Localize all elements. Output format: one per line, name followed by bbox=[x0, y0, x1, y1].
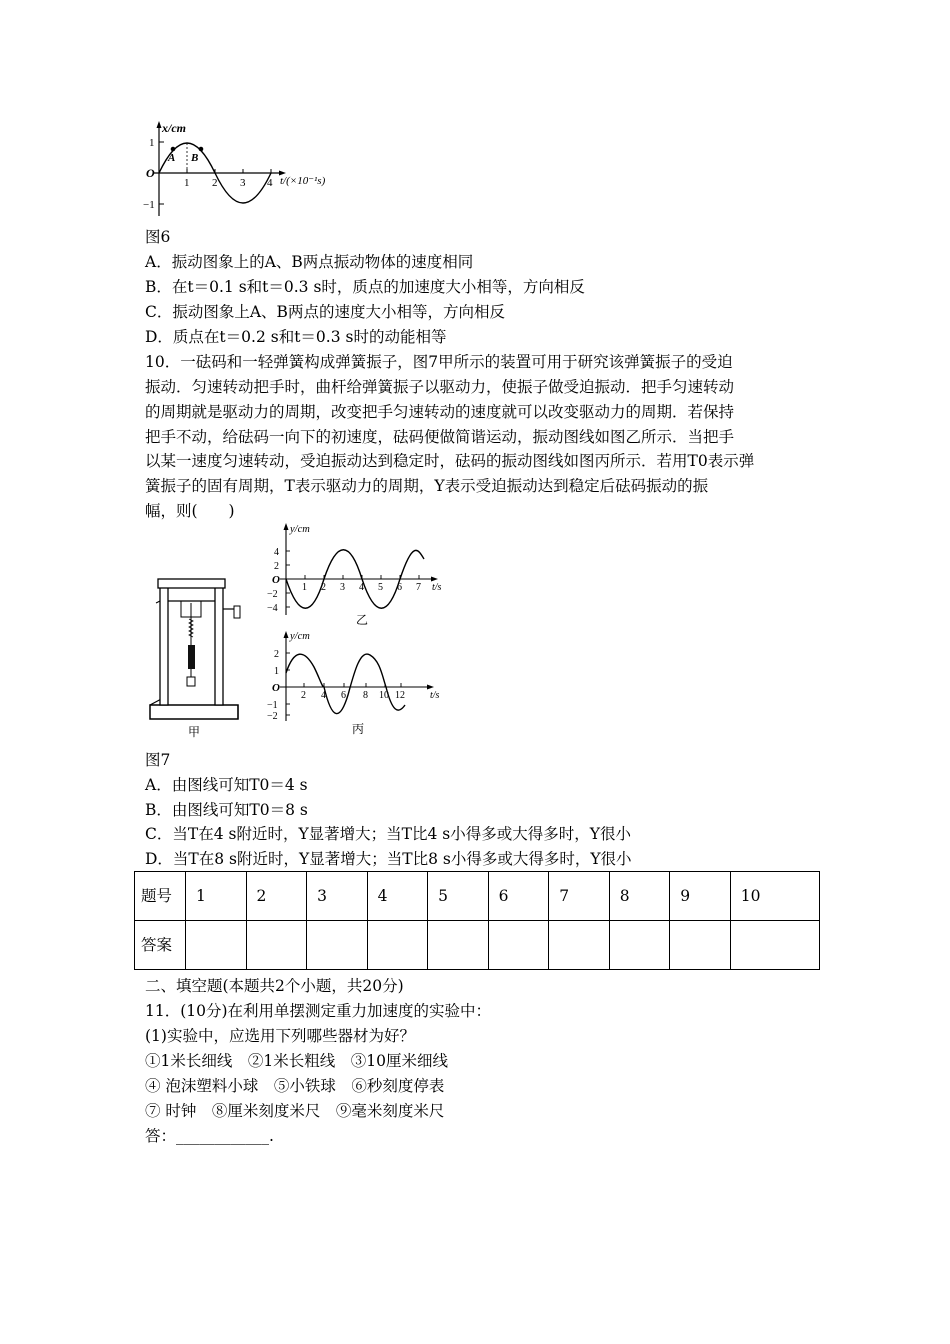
answer-table-number-2: 2 bbox=[246, 872, 307, 921]
fig7-yi-xtick-2: 2 bbox=[321, 582, 326, 593]
fig7-bing-label: 丙 bbox=[352, 722, 365, 736]
answer-table-number-7: 7 bbox=[549, 872, 610, 921]
q11-sub1: (1)实验中，应选用下列哪些器材为好？ bbox=[145, 1027, 415, 1045]
fig7-yi-t-label: t/s bbox=[432, 582, 442, 593]
answer-cell-7[interactable] bbox=[549, 921, 610, 970]
answer-table-number-4: 4 bbox=[367, 872, 428, 921]
q9-option-b: B．在t＝0.1 s和t＝0.3 s时，质点的加速度大小相等，方向相反 bbox=[145, 278, 585, 296]
q11-materials-line-1: ①1米长细线 ②1米长粗线 ③10厘米细线 bbox=[145, 1052, 448, 1070]
fig7-yi-xtick-6: 6 bbox=[397, 582, 402, 593]
answer-table-number-8: 8 bbox=[609, 872, 670, 921]
q11-stem: 11．(10分)在利用单摆测定重力加速度的实验中： bbox=[145, 1002, 492, 1020]
answer-table-number-9: 9 bbox=[670, 872, 731, 921]
fig6-point-b-label: B bbox=[191, 152, 199, 164]
fig6-xtick-4: 4 bbox=[267, 177, 273, 189]
fig6-xtick-2: 2 bbox=[212, 177, 218, 189]
fig7-yi-ytick-neg4: −4 bbox=[267, 603, 278, 614]
answer-table bbox=[134, 871, 820, 970]
answer-cell-4[interactable] bbox=[367, 921, 428, 970]
fig7-apparatus bbox=[145, 575, 250, 740]
answer-cell-9[interactable] bbox=[670, 921, 731, 970]
fig7-bing-xtick-4: 4 bbox=[321, 690, 326, 701]
q10-stem-line-1: 10．一砝码和一轻弹簧构成弹簧振子，图7甲所示的装置可用于研究该弹簧振子的受迫 bbox=[145, 353, 733, 371]
fig7-bing-xtick-2: 2 bbox=[301, 690, 306, 701]
fig7-bing-xtick-12: 12 bbox=[395, 690, 405, 701]
fig6-origin: O bbox=[146, 166, 155, 180]
q10-stem-line-3: 的周期就是驱动力的周期，改变把手匀速转动的速度就可以改变驱动力的周期．若保持 bbox=[145, 403, 735, 421]
fig7-yi-xtick-4: 4 bbox=[359, 582, 364, 593]
fig6-xtick-1: 1 bbox=[184, 177, 190, 189]
fig6-point-a-dot bbox=[171, 147, 176, 152]
q10-stem-line-2: 振动．匀速转动把手时，曲杆给弹簧振子以驱动力，使振子做受迫振动．把手匀速转动 bbox=[145, 378, 735, 396]
answer-table-header-row bbox=[135, 872, 820, 921]
fig7-apparatus-label: 甲 bbox=[188, 725, 201, 739]
answer-table-number-6: 6 bbox=[488, 872, 549, 921]
answer-table-number-3: 3 bbox=[307, 872, 368, 921]
fig6-t-axis-label: t/(×10⁻¹s) bbox=[280, 175, 326, 187]
fig7-yi-y-label: y/cm bbox=[290, 524, 310, 535]
fig7-yi-ytick-4: 4 bbox=[274, 547, 279, 558]
answer-cell-1[interactable] bbox=[186, 921, 247, 970]
q10-stem-line-7: 幅，则( ) bbox=[145, 502, 235, 520]
answer-cell-3[interactable] bbox=[307, 921, 368, 970]
q10-option-b: B．由图线可知T0＝8 s bbox=[145, 801, 308, 819]
q11-materials-line-3: ⑦ 时钟 ⑧厘米刻度米尺 ⑨毫米刻度米尺 bbox=[145, 1102, 445, 1120]
fig7-caption: 图7 bbox=[145, 751, 171, 769]
q10-stem-line-5: 以某一速度匀速转动，受迫振动达到稳定时，砝码的振动图线如图丙所示．若用T0表示弹 bbox=[145, 452, 755, 470]
q10-stem-line-6: 簧振子的固有周期，T表示驱动力的周期，Y表示受迫振动达到稳定后砝码振动的振 bbox=[145, 477, 709, 495]
fig7-bing-xtick-6: 6 bbox=[341, 690, 346, 701]
fig7-bing-ytick-1: 1 bbox=[274, 666, 279, 677]
answer-table-answer-row bbox=[135, 921, 820, 970]
fig7-bing-ytick-neg1: −1 bbox=[267, 700, 278, 711]
fig7-yi-label: 乙 bbox=[356, 613, 369, 627]
section2-heading: 二、填空题(本题共2个小题，共20分) bbox=[145, 977, 404, 995]
answer-cell-8[interactable] bbox=[609, 921, 670, 970]
q10-stem-line-4: 把手不动，给砝码一向下的初速度，砝码便做简谐运动，振动图线如图乙所示．当把手 bbox=[145, 428, 735, 446]
answer-cell-10[interactable] bbox=[730, 921, 819, 970]
fig7-bing-ytick-2: 2 bbox=[274, 649, 279, 660]
fig7-bing-t-label: t/s bbox=[430, 690, 440, 701]
answer-table-answer-label: 答案 bbox=[135, 921, 186, 970]
fig7-yi-xtick-7: 7 bbox=[416, 582, 421, 593]
fig6-xtick-3: 3 bbox=[240, 177, 246, 189]
fig6-caption: 图6 bbox=[145, 228, 171, 246]
fig6-graph bbox=[140, 118, 340, 220]
fig7-bing-xtick-10: 10 bbox=[379, 690, 389, 701]
fig7-bing-graph bbox=[262, 625, 452, 740]
fig7-yi-ytick-2: 2 bbox=[274, 561, 279, 572]
fig7-bing-xtick-8: 8 bbox=[363, 690, 368, 701]
fig7-yi-xtick-1: 1 bbox=[302, 582, 307, 593]
fig7-yi-origin: O bbox=[272, 574, 280, 586]
answer-cell-6[interactable] bbox=[488, 921, 549, 970]
q10-option-d: D．当T在8 s附近时，Y显著增大；当T比8 s小得多或大得多时，Y很小 bbox=[145, 850, 632, 868]
fig7-yi-xtick-3: 3 bbox=[340, 582, 345, 593]
q9-option-d: D．质点在t＝0.2 s和t＝0.3 s时的动能相等 bbox=[145, 328, 447, 346]
q9-option-c: C．振动图象上A、B两点的速度大小相等，方向相反 bbox=[145, 303, 505, 321]
fig6-ytick-1: 1 bbox=[149, 137, 155, 149]
answer-cell-5[interactable] bbox=[428, 921, 489, 970]
fig7-yi-ytick-neg2: −2 bbox=[267, 589, 278, 600]
fig6-x-axis-label: x/cm bbox=[162, 121, 186, 135]
answer-table-number-10: 10 bbox=[730, 872, 819, 921]
q9-option-a: A．振动图象上的A、B两点振动物体的速度相同 bbox=[145, 253, 474, 271]
fig6-point-b-dot bbox=[199, 147, 204, 152]
q11-answer-line[interactable]: 答：____________. bbox=[145, 1127, 274, 1145]
fig7-bing-origin: O bbox=[272, 682, 280, 694]
answer-cell-2[interactable] bbox=[246, 921, 307, 970]
fig6-point-a-label: A bbox=[168, 152, 176, 164]
fig7-bing-ytick-neg2: −2 bbox=[267, 711, 278, 722]
fig7-yi-graph bbox=[262, 519, 452, 631]
fig7-bing-y-label: y/cm bbox=[290, 631, 310, 642]
q11-materials-line-2: ④ 泡沫塑料小球 ⑤小铁球 ⑥秒刻度停表 bbox=[145, 1077, 445, 1095]
fig7-yi-xtick-5: 5 bbox=[378, 582, 383, 593]
fig6-ytick-neg1: −1 bbox=[143, 199, 155, 211]
answer-table-number-5: 5 bbox=[428, 872, 489, 921]
q10-option-a: A．由图线可知T0＝4 s bbox=[145, 776, 308, 794]
answer-table-header-label: 题号 bbox=[135, 872, 186, 921]
q10-option-c: C．当T在4 s附近时，Y显著增大；当T比4 s小得多或大得多时，Y很小 bbox=[145, 825, 631, 843]
answer-table-number-1: 1 bbox=[186, 872, 247, 921]
